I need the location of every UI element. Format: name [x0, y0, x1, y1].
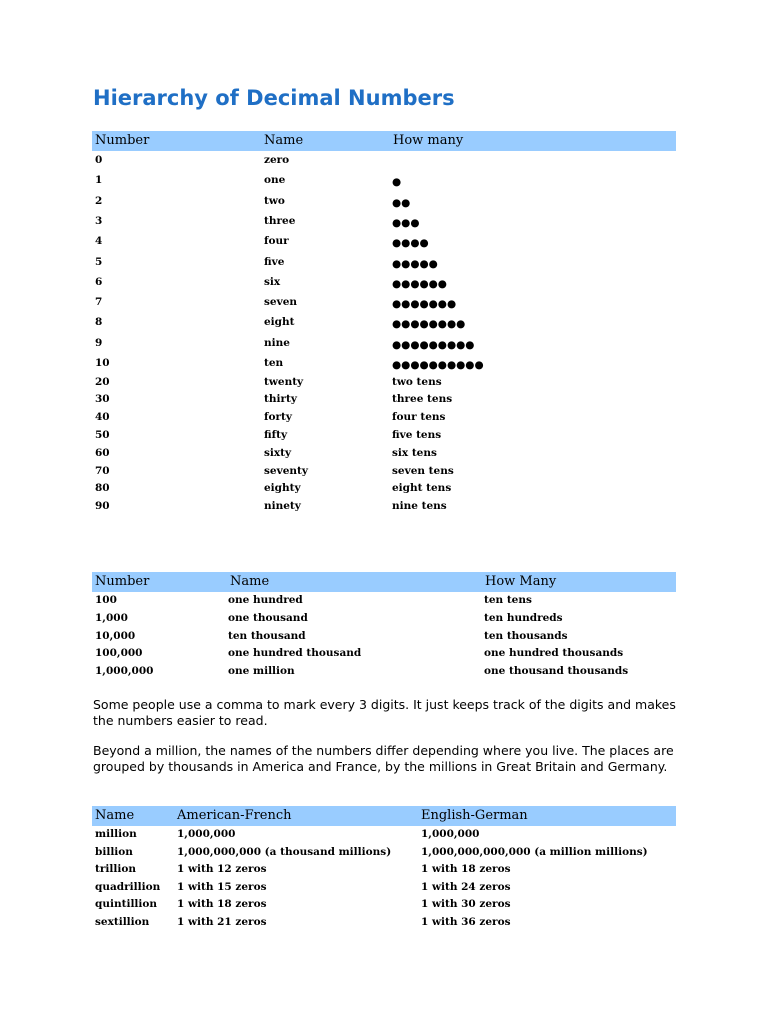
- table-header: [92, 131, 676, 151]
- cell-american-french: 1 with 21 zeros: [177, 916, 267, 928]
- cell-how-many: one thousand thousands: [484, 665, 629, 678]
- cell-how-many: one hundred thousands: [484, 647, 624, 660]
- table-row: [92, 846, 676, 862]
- cell-name: one thousand: [228, 611, 308, 624]
- cell-number: 70: [95, 464, 110, 477]
- cell-how-many: three tens: [392, 393, 453, 406]
- cell-how-many: ●●●●●●●●●●: [392, 359, 484, 371]
- beyond-million-paragraph: Beyond a million, the names of the numbers differ depending where you live. The places are grouped by thousands in America and France, by the millions in Great Britain and Germany.: [93, 743, 674, 774]
- table-row: [92, 482, 676, 498]
- cell-name: five: [264, 255, 285, 268]
- cell-how-many: ten tens: [484, 594, 532, 606]
- cell-how-many: five tens: [392, 428, 442, 441]
- cell-name: one hundred thousand: [228, 647, 362, 660]
- cell-number: 100,000: [95, 647, 143, 660]
- cell-name: thirty: [264, 393, 297, 406]
- cell-english-german: 1 with 24 zeros: [421, 880, 511, 893]
- table-row: [92, 898, 676, 914]
- table-row: [92, 195, 676, 211]
- cell-name: sixty: [264, 446, 292, 459]
- cell-name: forty: [264, 411, 293, 424]
- cell-american-french: 1 with 12 zeros: [177, 863, 267, 876]
- table-row: [92, 594, 676, 610]
- header-name: Name: [264, 133, 304, 148]
- cell-how-many: nine tens: [392, 500, 447, 513]
- table-row: [92, 447, 676, 463]
- comma-paragraph: Some people use a comma to mark every 3 digits. It just keeps track of the digits and makes the numbers easier to read.: [93, 697, 676, 728]
- header-how-many: How Many: [485, 574, 557, 589]
- cell-number: 1: [95, 174, 103, 187]
- cell-number: 100: [95, 594, 117, 606]
- cell-name: one hundred: [228, 594, 303, 606]
- cell-name: eighty: [264, 482, 301, 495]
- table-row: [92, 411, 676, 427]
- cell-american-french: 1 with 18 zeros: [177, 898, 267, 911]
- cell-number: 40: [95, 411, 110, 424]
- cell-how-many: ●●: [392, 196, 411, 209]
- cell-how-many: eight tens: [392, 482, 452, 495]
- cell-american-french: 1 with 15 zeros: [177, 880, 267, 893]
- cell-name: quintillion: [95, 898, 158, 911]
- cell-name: ninety: [264, 500, 301, 513]
- table-row: [92, 393, 676, 409]
- header-number: Number: [95, 574, 150, 589]
- table-row: [92, 316, 676, 332]
- header-english-german: English-German: [421, 808, 528, 823]
- table-row: [92, 881, 676, 897]
- cell-english-german: 1 with 30 zeros: [421, 898, 511, 911]
- cell-how-many: seven tens: [392, 464, 454, 477]
- cell-number: 1,000: [95, 611, 128, 624]
- naming-systems-table: [92, 806, 676, 928]
- cell-name: trillion: [95, 863, 136, 876]
- cell-number: 5: [95, 255, 103, 268]
- cell-name: three: [264, 214, 296, 227]
- table-row: [92, 630, 676, 646]
- cell-number: 0: [95, 154, 103, 166]
- header-american-french: American-French: [177, 808, 292, 823]
- header-number: Number: [95, 133, 150, 148]
- cell-how-many: six tens: [392, 446, 437, 459]
- cell-how-many: ●●●: [392, 216, 420, 229]
- cell-english-german: 1 with 18 zeros: [421, 863, 511, 876]
- cell-english-german: 1,000,000: [421, 828, 480, 840]
- table-row: [92, 647, 676, 663]
- cell-name: billion: [95, 845, 133, 858]
- table-header: [92, 806, 676, 826]
- cell-name: fifty: [264, 428, 288, 441]
- cell-american-french: 1,000,000,000 (a thousand millions): [177, 845, 392, 858]
- table-row: [92, 337, 676, 353]
- cell-how-many: ten hundreds: [484, 611, 563, 624]
- cell-american-french: 1,000,000: [177, 828, 236, 840]
- table-header: [92, 572, 676, 592]
- cell-how-many: ten thousands: [484, 629, 568, 642]
- table-row: [92, 612, 676, 628]
- table-row: [92, 465, 676, 481]
- table-row: [92, 500, 676, 516]
- cell-name: sextillion: [95, 916, 150, 928]
- table-row: [92, 276, 676, 292]
- cell-name: one million: [228, 665, 295, 678]
- cell-number: 50: [95, 428, 110, 441]
- cell-number: 2: [95, 194, 103, 207]
- cell-name: ten thousand: [228, 629, 306, 642]
- header-name: Name: [95, 808, 135, 823]
- cell-number: 10: [95, 357, 110, 369]
- table-row: [92, 863, 676, 879]
- cell-number: 4: [95, 235, 103, 248]
- cell-number: 3: [95, 214, 103, 227]
- table-row: [92, 296, 676, 312]
- cell-how-many: ●●●●●: [392, 257, 438, 270]
- cell-name: zero: [264, 154, 290, 166]
- cell-number: 60: [95, 446, 110, 459]
- cell-number: 1,000,000: [95, 665, 154, 678]
- cell-how-many: two tens: [392, 375, 442, 388]
- cell-name: quadrillion: [95, 880, 161, 893]
- table-row: [92, 429, 676, 445]
- table-row: [92, 665, 676, 681]
- cell-name: seventy: [264, 464, 308, 477]
- table-row: [92, 357, 676, 373]
- header-name: Name: [230, 574, 270, 589]
- cell-number: 10,000: [95, 629, 136, 642]
- table-row: [92, 215, 676, 231]
- cell-number: 30: [95, 393, 110, 406]
- cell-number: 90: [95, 500, 110, 513]
- cell-english-german: 1,000,000,000,000 (a million millions): [421, 845, 648, 858]
- cell-how-many: ●●●●●●: [392, 277, 447, 290]
- cell-name: one: [264, 174, 286, 187]
- cell-number: 80: [95, 482, 110, 495]
- cell-how-many: ●●●●●●●●●: [392, 338, 475, 351]
- cell-number: 6: [95, 275, 103, 288]
- page-title: Hierarchy of Decimal Numbers: [93, 86, 455, 110]
- table-row: [92, 174, 676, 190]
- cell-how-many: ●●●●●●●: [392, 298, 457, 311]
- cell-name: two: [264, 194, 285, 207]
- cell-how-many: ●●●●: [392, 237, 429, 250]
- cell-name: eight: [264, 316, 295, 329]
- cell-name: twenty: [264, 375, 304, 388]
- cell-name: million: [95, 828, 137, 840]
- table-row: [92, 916, 676, 932]
- cell-name: seven: [264, 296, 298, 309]
- header-how-many: How many: [393, 133, 464, 148]
- cell-how-many: ●●●●●●●●: [392, 318, 466, 331]
- table-row: [92, 235, 676, 251]
- large-numbers-table: [92, 572, 676, 678]
- table-row: [92, 376, 676, 392]
- cell-how-many: ●: [392, 176, 402, 189]
- cell-name: nine: [264, 336, 290, 349]
- table-row: [92, 256, 676, 272]
- cell-name: four: [264, 235, 289, 248]
- cell-english-german: 1 with 36 zeros: [421, 916, 511, 928]
- cell-number: 8: [95, 316, 103, 329]
- decimal-table: [92, 131, 676, 513]
- table-row: [92, 828, 676, 844]
- cell-number: 20: [95, 375, 110, 388]
- table-row: [92, 154, 676, 170]
- cell-name: six: [264, 275, 281, 288]
- cell-number: 7: [95, 296, 103, 309]
- cell-name: ten: [264, 357, 284, 369]
- cell-how-many: four tens: [392, 411, 446, 424]
- cell-number: 9: [95, 336, 103, 349]
